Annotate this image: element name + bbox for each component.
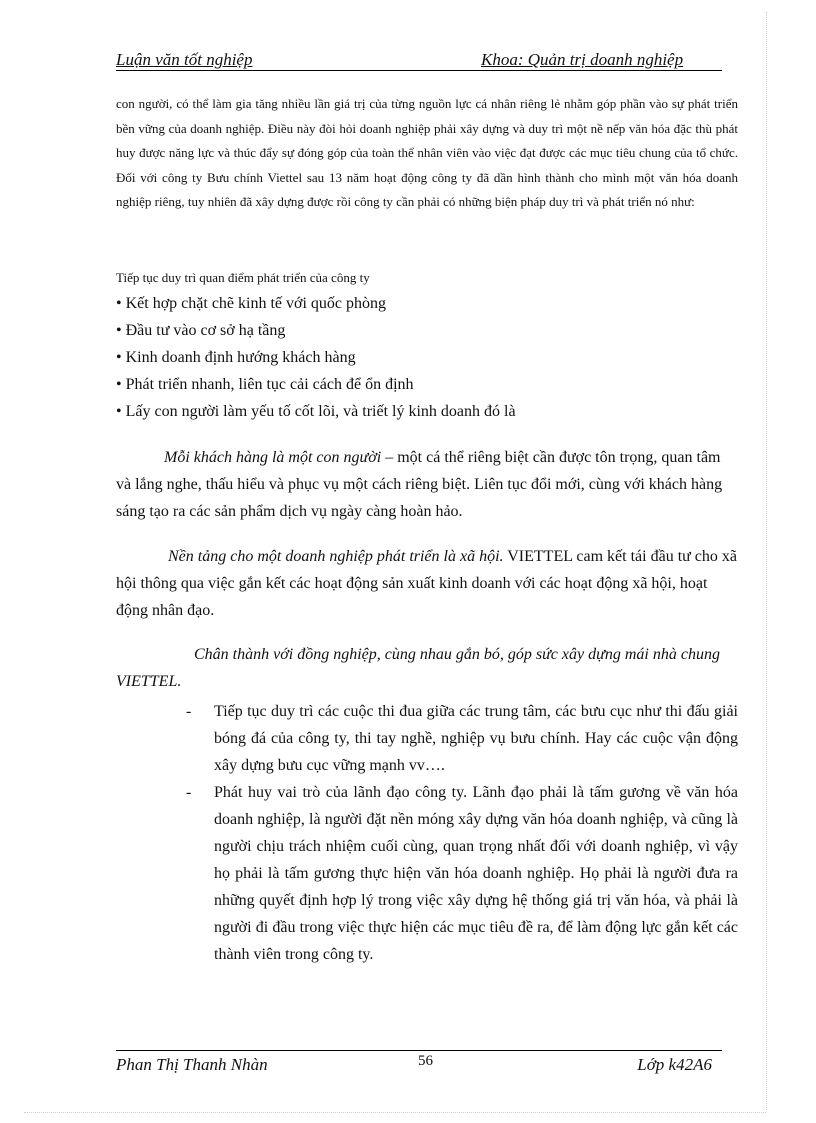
bullet-item: • Phát triển nhanh, liên tục cải cách để ổn định [116, 371, 736, 398]
page-border-right [766, 12, 767, 1110]
list-item [186, 779, 738, 968]
intro-line: Tiếp tục duy trì quan điểm phát triển của công ty [116, 270, 370, 285]
header-thesis-label: Luận văn tốt nghiệp [116, 50, 253, 69]
page-border-bottom [24, 1112, 766, 1113]
customer-text: – một cá thể riêng biệt cần được tôn trọng, quan tâm và lắng nghe, thấu hiểu và phục vụ một cách riêng biệt. Liên tục đổi mới, cùng với khách hàng sáng tạo ra các sản phẩm dịch vụ ngày càng hoàn hảo. [116, 449, 723, 520]
bullet-item: • Kết hợp chặt chẽ kinh tế với quốc phòng [116, 290, 736, 317]
bullet-item: • Kinh doanh định hướng khách hàng [116, 344, 736, 371]
list-item [186, 698, 738, 779]
header-rule [116, 70, 722, 71]
footer-class: Lớp k42A6 [637, 1055, 712, 1074]
list-item-text: Tiếp tục duy trì các cuộc thi đua giữa các trung tâm, các bưu cục như thi đấu giải bóng đá của công ty, thi tay nghề, nghiệp vụ bưu chính. Hay các cuộc vận động xây dựng bưu cục vững mạnh vv…. [214, 703, 738, 774]
colleague-motto: Chân thành với đồng nghiệp, cùng nhau gắn bó, góp sức xây dựng mái nhà chung VIETTEL. [116, 646, 720, 690]
list-item-text: Phát huy vai trò của lãnh đạo công ty. Lãnh đạo phải là tấm gương về văn hóa doanh nghiệp, là người đặt nền móng xây dựng văn hóa doanh nghiệp, và cũng là người chịu trách nhiệm cuối cùng, quan trọng nhất đối với doanh nghiệp, vì vậy họ phải là tấm gương thực hiện văn hóa doanh nghiệp. Họ phải là người đưa ra những quyết định hợp lý trong việc xây dựng hệ thống giá trị văn hóa, và phải là người đi đầu trong việc thực hiện các mục tiêu đề ra, để làm động lực gắn kết các thành viên trong công ty. [214, 784, 738, 963]
bullet-item: • Đầu tư vào cơ sở hạ tầng [116, 317, 736, 344]
footer-rule [116, 1050, 722, 1051]
page-header [116, 50, 722, 74]
society-paragraph [116, 543, 738, 624]
list-dash: - [186, 703, 192, 720]
society-motto: Nền tảng cho một doanh nghiệp phát triển là xã hội. [168, 548, 504, 565]
dash-list [186, 698, 738, 968]
customer-paragraph [116, 444, 738, 525]
colleague-paragraph [116, 641, 738, 695]
bullet-list [116, 290, 736, 425]
intro-paragraph: con người, có thể làm gia tăng nhiều lần giá trị của từng nguồn lực cá nhân riêng lẻ nhằm góp phần vào sự phát triển bền vững của doanh nghiệp. Điều này đòi hỏi doanh nghiệp phải xây dựng và duy trì một nề nếp văn hóa đặc thù phát huy được năng lực và thúc đẩy sự đóng góp của toàn thể nhân viên vào việc đạt được các mục tiêu chung của tổ chức. Đối với công ty Bưu chính Viettel sau 13 năm hoạt động công ty đã dần hình thành cho mình một văn hóa doanh nghiệp riêng, tuy nhiên đã xây dựng được rồi công ty cần phải có những biện pháp duy trì và phát triển nó như: [116, 96, 738, 210]
footer-author: Phan Thị Thanh Nhàn [116, 1055, 268, 1074]
page-footer [116, 1045, 722, 1075]
header-faculty-label: Khoa: Quản trị doanh nghiệp [481, 50, 684, 69]
list-dash: - [186, 784, 192, 801]
society-text: VIETTEL cam kết tái đầu tư cho xã hội thông qua việc gắn kết các hoạt động sản xuất kinh doanh với các hoạt động xã hội, hoạt động nhân đạo. [116, 548, 738, 619]
bullet-item: • Lấy con người làm yếu tố cốt lõi, và triết lý kinh doanh đó là [116, 398, 736, 425]
customer-motto: Mỗi khách hàng là một con người [164, 449, 382, 466]
page-number: 56 [418, 1053, 433, 1069]
